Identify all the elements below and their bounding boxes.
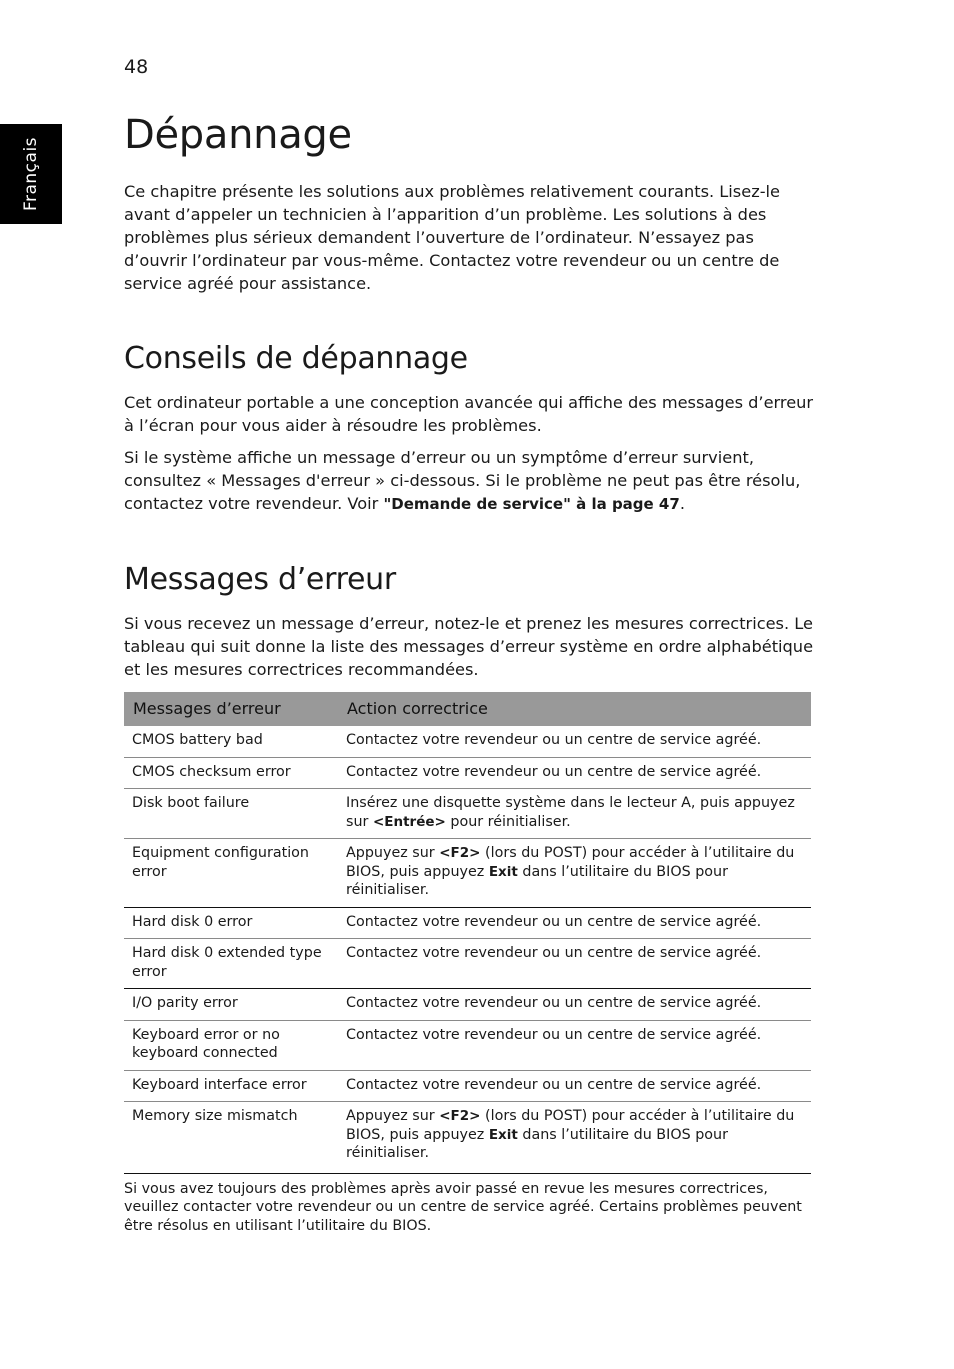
key-name: Exit [488,863,518,880]
table-row [124,839,811,908]
table-row [124,789,811,839]
action-cell: Contactez votre revendeur ou un centre de service agréé. [338,1070,811,1102]
table-row [124,907,811,939]
error-message-cell: Equipment configuration error [124,839,338,908]
service-page-link[interactable]: "Demande de service" à la page 47 [383,495,680,513]
intro-paragraph: Ce chapitre présente les solutions aux problèmes relativement courants. Lisez-le avant d’appeler un technicien à l’apparition d’un problème. Les solutions à des problèmes plus sérieux demandent l’ouverture de l’ordinateur. N’essayez pas d’ouvrir l’ordinateur par vous-même. Contactez votre revendeur ou un centre de service agréé pour assistance. [124,182,780,293]
key-name: Exit [488,1126,518,1143]
language-label: Français [21,136,41,212]
action-text: Appuyez sur [346,845,435,861]
action-text: Appuyez sur [346,1108,435,1124]
tips-paragraph-2-end: . [679,494,685,513]
table-footnote: Si vous avez toujours des problèmes après avoir passé en revue les mesures correctrices, veuillez contacter votre revendeur ou un centre de service agréé. Certains problèmes peuvent être résolus en utilisant l’utilitaire du BIOS. [124,1180,802,1234]
action-cell: Contactez votre revendeur ou un centre de service agréé. [338,907,811,939]
table-header-row [124,692,811,726]
page-title: Dépannage [124,112,352,158]
error-message-cell: I/O parity error [124,989,338,1021]
table-row [124,1020,811,1070]
action-text: pour réinitialiser. [450,813,571,830]
language-side-tab [0,124,62,224]
action-cell: Contactez votre revendeur ou un centre de service agréé. [338,939,811,989]
error-message-cell: CMOS battery bad [124,726,338,757]
table-row [124,939,811,989]
action-cell [338,1102,811,1174]
action-text: dans l’utilitaire du BIOS pour réinitialiser. [346,863,728,898]
error-message-cell: Disk boot failure [124,789,338,839]
error-message-cell: CMOS checksum error [124,757,338,789]
error-message-cell: Keyboard error or no keyboard connected [124,1020,338,1070]
error-message-cell: Hard disk 0 extended type error [124,939,338,989]
action-text: (lors du POST) pour accéder à l’utilitaire du BIOS, puis appuyez [346,845,795,880]
tips-paragraph-2-text: Si le système affiche un message d’erreur ou un symptôme d’erreur survient, consultez « Messages d'erreur » ci-dessous. Si le problème ne peut pas être résolu, contactez votre revendeur. Voir [124,448,801,513]
error-message-cell: Memory size mismatch [124,1102,338,1174]
column-header-message: Messages d’erreur [124,692,338,726]
action-cell [338,789,811,839]
action-text: dans l’utilitaire du BIOS pour réinitialiser. [346,1126,728,1161]
error-message-cell: Hard disk 0 error [124,907,338,939]
errors-heading: Messages d’erreur [124,562,396,597]
table-row [124,1102,811,1174]
action-cell: Contactez votre revendeur ou un centre de service agréé. [338,726,811,757]
action-cell: Contactez votre revendeur ou un centre de service agréé. [338,989,811,1021]
table-row [124,1070,811,1102]
action-cell [338,839,811,908]
table-row [124,726,811,757]
key-name: <Entrée> [372,813,446,830]
table-row [124,989,811,1021]
key-name: <F2> [439,845,481,861]
column-header-action: Action correctrice [338,692,811,726]
action-text: Insérez une disquette système dans le lecteur A, puis appuyez sur [346,795,795,830]
error-messages-table [124,692,811,1174]
key-name: <F2> [439,1108,481,1124]
tips-paragraph-1: Cet ordinateur portable a une conception avancée qui affiche des messages d’erreur à l’écran pour vous aider à résoudre les problèmes. [124,393,814,435]
page-content [124,112,814,1244]
action-text: (lors du POST) pour accéder à l’utilitaire du BIOS, puis appuyez [346,1108,795,1143]
page-number: 48 [124,56,149,78]
errors-intro: Si vous recevez un message d’erreur, notez-le et prenez les mesures correctrices. Le tableau qui suit donne la liste des messages d’erreur système en ordre alphabétique et les mesures correctrices recommandées. [124,614,814,679]
action-cell: Contactez votre revendeur ou un centre de service agréé. [338,1020,811,1070]
error-message-cell: Keyboard interface error [124,1070,338,1102]
action-cell: Contactez votre revendeur ou un centre de service agréé. [338,757,811,789]
tips-heading: Conseils de dépannage [124,341,468,376]
tips-paragraph-2 [124,446,814,516]
table-row [124,757,811,789]
